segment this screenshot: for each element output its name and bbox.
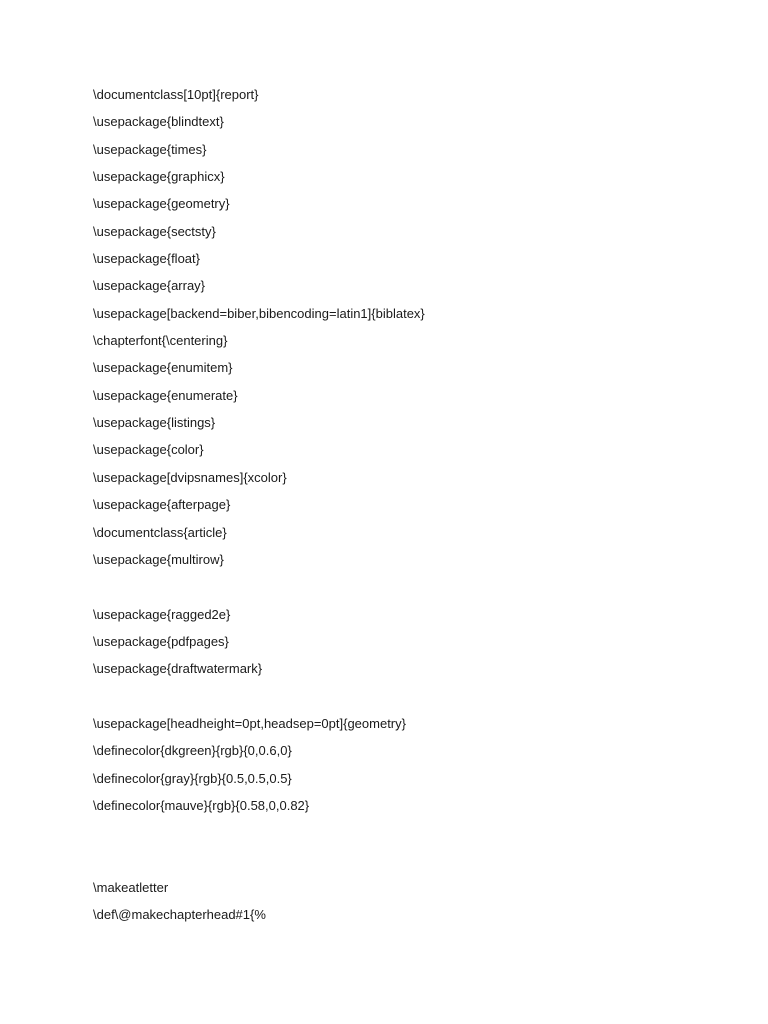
text-line: \documentclass{article} xyxy=(93,524,227,540)
text-line: \usepackage{graphicx} xyxy=(93,169,225,185)
text-line: \makeatletter xyxy=(93,879,169,895)
text-line: \usepackage{enumitem} xyxy=(93,360,233,376)
blank-line xyxy=(93,577,733,604)
blank-line xyxy=(93,687,733,714)
text-line: \usepackage{sectsty} xyxy=(93,223,216,239)
text-line: \usepackage{ragged2e} xyxy=(93,606,231,622)
text-line: \chapterfont{\centering} xyxy=(93,333,228,349)
text-line: \definecolor{mauve}{rgb}{0.58,0,0.82} xyxy=(93,797,310,813)
blank-line xyxy=(93,823,733,850)
text-line: \usepackage{blindtext} xyxy=(93,114,224,130)
text-line: \usepackage{times} xyxy=(93,141,207,157)
text-line: \usepackage{afterpage} xyxy=(93,497,231,513)
latex-source-text xyxy=(93,85,733,933)
text-line: \usepackage{geometry} xyxy=(93,196,230,212)
text-line: \usepackage{listings} xyxy=(93,415,216,431)
text-line: \usepackage[dvipsnames]{xcolor} xyxy=(93,469,287,485)
text-line: \usepackage{pdfpages} xyxy=(93,633,229,649)
blank-line xyxy=(93,851,733,878)
text-line: \usepackage[backend=biber,bibencoding=latin1]{biblatex} xyxy=(93,305,425,321)
text-line: \usepackage{multirow} xyxy=(93,551,224,567)
text-line: \usepackage{array} xyxy=(93,278,206,294)
text-line: \usepackage{draftwatermark} xyxy=(93,661,263,677)
text-line: \documentclass[10pt]{report} xyxy=(93,87,259,102)
text-line: \def\@makechapterhead#1{% xyxy=(93,907,266,923)
text-line: \definecolor{dkgreen}{rgb}{0,0.6,0} xyxy=(93,743,292,759)
text-line: \usepackage[headheight=0pt,headsep=0pt]{geometry} xyxy=(93,715,406,731)
text-line: \usepackage{color} xyxy=(93,442,204,458)
text-line: \usepackage{float} xyxy=(93,251,200,267)
text-line: \definecolor{gray}{rgb}{0.5,0.5,0.5} xyxy=(93,770,292,786)
text-line: \usepackage{enumerate} xyxy=(93,387,238,403)
